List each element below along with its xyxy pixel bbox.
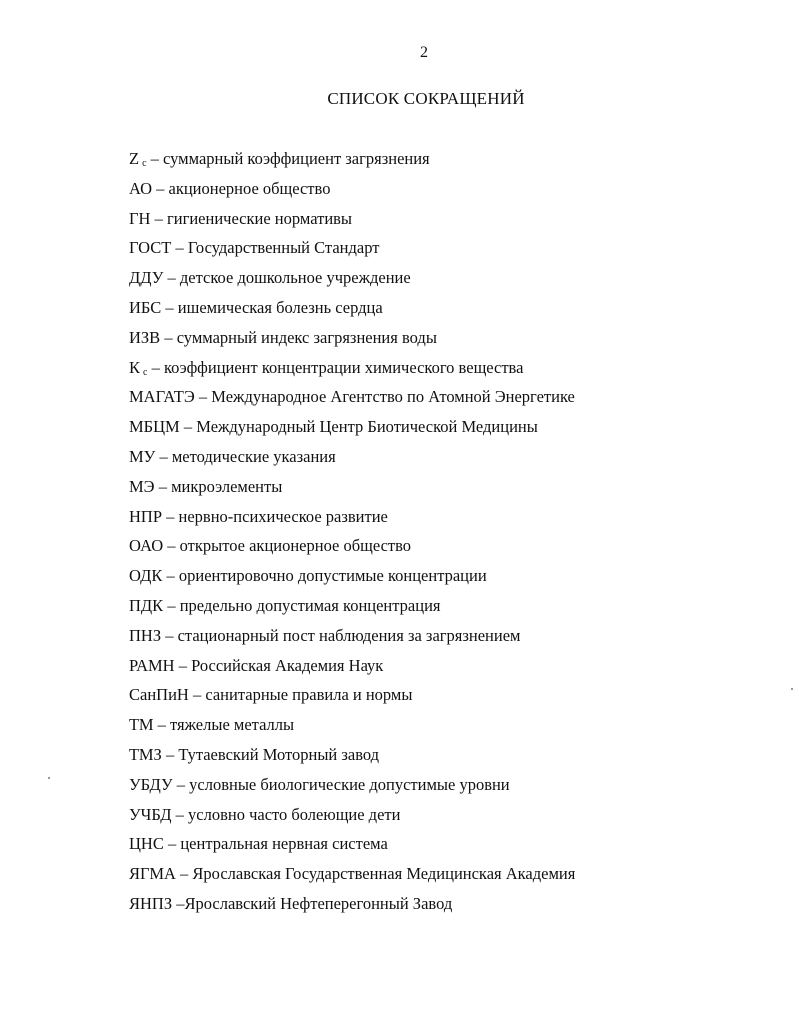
abbreviation-term: МАГАТЭ: [129, 387, 195, 407]
abbreviation-term: ИЗВ: [129, 327, 161, 347]
abbreviation-item: [129, 742, 575, 772]
abbreviation-definition: – Ярославская Государственная Медицинская Академия: [175, 864, 576, 884]
abbreviation-item: [129, 235, 575, 265]
abbreviation-item: [129, 861, 575, 891]
abbreviation-definition: – ишемическая болезнь сердца: [161, 297, 383, 317]
abbreviation-item: [129, 533, 575, 563]
abbreviation-definition: – гигиенические нормативы: [150, 208, 353, 228]
abbreviation-term: ТМЗ: [129, 744, 162, 764]
abbreviation-item: [129, 146, 575, 176]
abbreviation-term: ЯГМА: [129, 864, 176, 884]
abbreviation-definition: – тяжелые металлы: [153, 715, 295, 735]
abbreviation-definition: – коэффициент концентрации химического вещества: [147, 357, 524, 377]
abbreviation-term: ДДУ: [129, 268, 164, 288]
page-number: 2: [420, 44, 428, 61]
abbreviation-term: МБЦМ: [129, 417, 180, 437]
abbreviation-item: [129, 563, 575, 593]
abbreviation-term: ЦНС: [129, 834, 164, 854]
abbreviation-definition: – суммарный индекс загрязнения воды: [160, 327, 437, 347]
abbreviation-list: [129, 146, 575, 921]
abbreviation-item: [129, 891, 575, 921]
abbreviation-term: ПНЗ: [129, 625, 162, 645]
abbreviation-definition: – детское дошкольное учреждение: [163, 268, 411, 288]
abbreviation-definition: – ориентировочно допустимые концентрации: [162, 566, 487, 586]
abbreviation-term: АО: [129, 178, 153, 198]
abbreviation-item: [129, 384, 575, 414]
abbreviation-item: [129, 682, 575, 712]
abbreviation-term: ОДК: [129, 566, 163, 586]
abbreviation-definition: – Тутаевский Моторный завод: [161, 744, 380, 764]
abbreviation-term: ТМ: [129, 715, 154, 735]
abbreviation-term: СанПиН: [129, 685, 189, 705]
abbreviation-definition: – предельно допустимая концентрация: [163, 595, 441, 615]
abbreviation-definition: – Государственный Стандарт: [171, 238, 380, 258]
scan-artifact: [48, 777, 50, 779]
abbreviation-term: РАМН: [129, 655, 175, 675]
abbreviation-term: К: [129, 357, 141, 377]
abbreviation-term: МУ: [129, 446, 156, 466]
abbreviation-item: [129, 802, 575, 832]
scan-artifact: [791, 688, 793, 690]
abbreviation-item: [129, 831, 575, 861]
abbreviation-definition: – методические указания: [155, 446, 336, 466]
abbreviation-definition: – микроэлементы: [154, 476, 283, 496]
abbreviation-term: НПР: [129, 506, 163, 526]
abbreviation-definition: – центральная нервная система: [163, 834, 388, 854]
abbreviation-definition: – акционерное общество: [152, 178, 331, 198]
abbreviation-item: [129, 623, 575, 653]
abbreviation-term: ГОСТ: [129, 238, 172, 258]
abbreviation-item: [129, 712, 575, 742]
abbreviation-subscript: c: [142, 158, 147, 169]
abbreviation-term: ПДК: [129, 595, 164, 615]
abbreviation-item: [129, 593, 575, 623]
abbreviation-item: [129, 474, 575, 504]
abbreviation-item: [129, 444, 575, 474]
abbreviation-item: [129, 295, 575, 325]
abbreviation-definition: – условные биологические допустимые уровни: [172, 774, 510, 794]
abbreviation-definition: –Ярославский Нефтеперегонный Завод: [172, 893, 453, 913]
abbreviation-definition: – открытое акционерное общество: [163, 536, 412, 556]
abbreviation-definition: – Международный Центр Биотической Медицины: [179, 417, 538, 437]
abbreviation-term: ИБС: [129, 297, 162, 317]
abbreviation-definition: – Международное Агентство по Атомной Энергетике: [194, 387, 575, 407]
abbreviation-definition: – нервно-психическое развитие: [162, 506, 388, 526]
page-title: СПИСОК СОКРАЩЕНИЙ: [327, 89, 525, 108]
abbreviation-item: [129, 653, 575, 683]
abbreviation-item: [129, 772, 575, 802]
abbreviation-term: ГН: [129, 208, 151, 228]
abbreviation-term: УЧБД: [129, 804, 172, 824]
abbreviation-item: [129, 176, 575, 206]
abbreviation-term: УБДУ: [129, 774, 173, 794]
abbreviation-item: [129, 414, 575, 444]
abbreviation-definition: – санитарные правила и нормы: [188, 685, 413, 705]
abbreviation-term: ОАО: [129, 536, 164, 556]
abbreviation-term: ЯНПЗ: [129, 893, 173, 913]
abbreviation-term: МЭ: [129, 476, 155, 496]
abbreviation-definition: – стационарный пост наблюдения за загрязнением: [161, 625, 521, 645]
abbreviation-item: [129, 206, 575, 236]
abbreviation-item: [129, 265, 575, 295]
abbreviation-item: [129, 355, 575, 385]
abbreviation-definition: – суммарный коэффициент загрязнения: [146, 149, 430, 168]
abbreviation-definition: – условно часто болеющие дети: [171, 804, 401, 824]
abbreviation-definition: – Российская Академия Наук: [174, 655, 384, 675]
abbreviation-term: Z: [129, 149, 140, 168]
abbreviation-item: [129, 504, 575, 534]
abbreviation-subscript: с: [143, 366, 148, 378]
abbreviation-item: [129, 325, 575, 355]
